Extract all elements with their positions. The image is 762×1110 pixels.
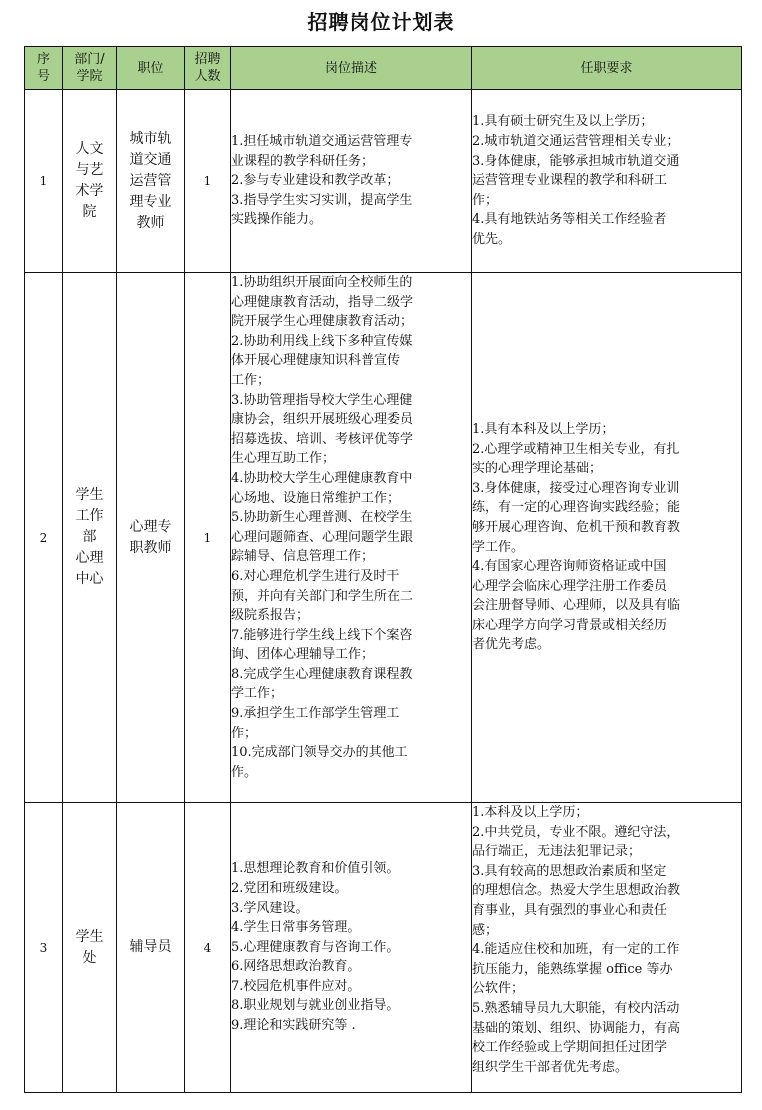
row-description: 1.协助组织开展面向全校师生的 心理健康教育活动，指导二级学 院开展学生心理健康教育活动； 2.协助利用线上线下多种宣传媒 体开展心理健康知识科普宣传 工作； 3.协助管理指导校大学生心理健 康协会，组织开展班级心理委员 招募选拔、培训、考核评优等学 生心理互助工作； 4.协助校大学生心理健康教育中 心场地、设施日常维护工作； 5.协助新生心理普测、在校学生 心理问题筛查、心理问题学生跟 踪辅导、信息管理工作； 6.对心理危机学生进行及时干 预，并向有关部门和学生所在二 级院系报告； 7.能够进行学生线上线下个案咨 询、团体心理辅导工作； 8.完成学生心理健康教育课程教 学工作； 9.承担学生工作部学生管理工 作； 10.完成部门领导交办的其他工 作。 <box>231 273 472 803</box>
header-row <box>25 47 742 90</box>
row-position: 城市轨 道交通 运营管 理专业 教师 <box>117 90 185 273</box>
row-position: 辅导员 <box>117 803 185 1093</box>
header-count: 招聘 人数 <box>185 47 231 90</box>
row-description: 1.思想理论教育和价值引领。 2.党团和班级建设。 3.学风建设。 4.学生日常事务管理。 5.心理健康教育与咨询工作。 6.网络思想政治教育。 7.校园危机事件应对。 8.职业规划与就业创业指导。 9.理论和实践研究等 . <box>231 803 472 1093</box>
row-seq: 2 <box>25 273 63 803</box>
row-count: 1 <box>185 90 231 273</box>
row-description: 1.担任城市轨道交通运营管理专 业课程的教学科研任务； 2.参与专业建设和教学改革； 3.指导学生实习实训，提高学生 实践操作能力。 <box>231 90 472 273</box>
page-title: 招聘岗位计划表 <box>307 10 455 34</box>
row-dept: 学生 处 <box>63 803 117 1093</box>
row-requirements: 1.本科及以上学历； 2.中共党员，专业不限。遵纪守法， 品行端正，无违法犯罪记录； 3.具有较高的思想政治素质和坚定 的理想信念。热爱大学生思想政治教 育事业，具有强烈的事业心和责任 感； 4.能适应住校和加班，有一定的工作 抗压能力，能熟练掌握 office 等办 公软件； 5.熟悉辅导员九大职能，有校内活动 基础的策划、组织、协调能力，有高 校工作经验或上学期间担任过团学 组织学生干部者优先考虑。 <box>472 803 742 1093</box>
row-requirements: 1.具有本科及以上学历； 2.心理学或精神卫生相关专业，有扎 实的心理学理论基础； 3.身体健康，接受过心理咨询专业训 练，有一定的心理咨询实践经验；能 够开展心理咨询、危机干预和教育教 学工作。 4.有国家心理咨询师资格证或中国 心理学会临床心理学注册工作委员 会注册督导师、心理师，以及具有临 床心理学方向学习背景或相关经历 者优先考虑。 <box>472 273 742 803</box>
header-seq: 序 号 <box>25 47 63 90</box>
row-dept: 学生 工作 部 心理 中心 <box>63 273 117 803</box>
row-position: 心理专 职教师 <box>117 273 185 803</box>
header-req: 任职要求 <box>472 47 742 90</box>
row-count: 1 <box>185 273 231 803</box>
table-row <box>25 90 742 273</box>
header-position: 职位 <box>117 47 185 90</box>
row-seq: 3 <box>25 803 63 1093</box>
header-dept: 部门/ 学院 <box>63 47 117 90</box>
header-desc: 岗位描述 <box>231 47 472 90</box>
row-seq: 1 <box>25 90 63 273</box>
row-requirements: 1.具有硕士研究生及以上学历； 2.城市轨道交通运营管理相关专业； 3.身体健康，能够承担城市轨道交通 运营管理专业课程的教学和科研工 作； 4.具有地铁站务等相关工作经验者 优先。 <box>472 90 742 273</box>
row-dept: 人文 与艺 术学 院 <box>63 90 117 273</box>
recruitment-table <box>24 46 742 1093</box>
table-row <box>25 803 742 1093</box>
table-row <box>25 273 742 803</box>
row-count: 4 <box>185 803 231 1093</box>
